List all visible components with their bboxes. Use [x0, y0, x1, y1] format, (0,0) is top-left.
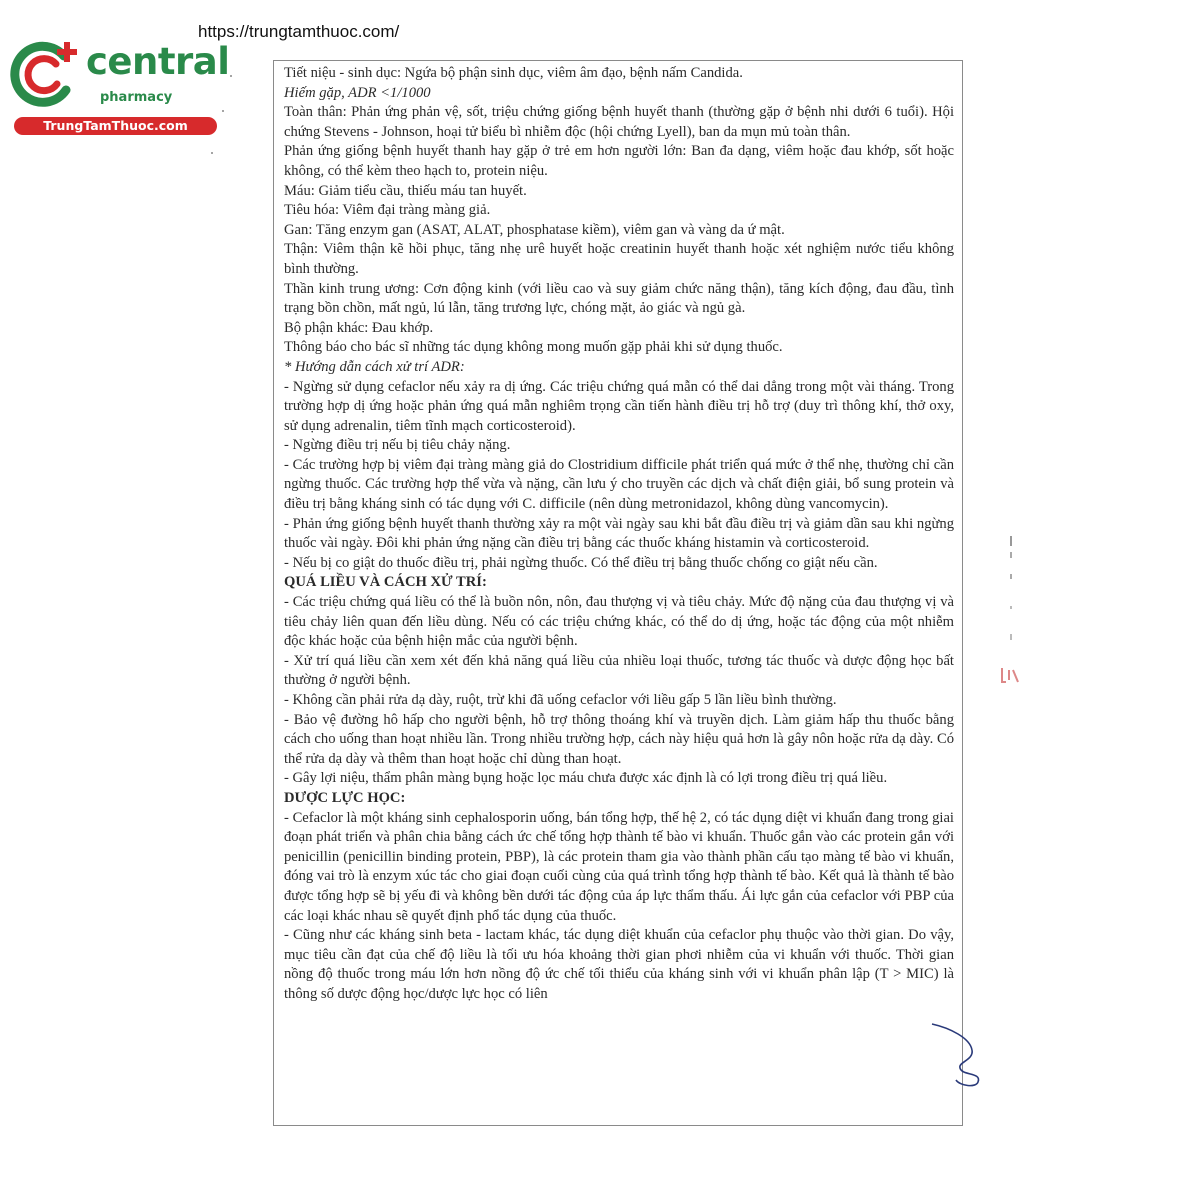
document-paragraph: - Không cần phải rửa dạ dày, ruột, trừ khi đã uống cefaclor với liều gấp 5 lần liều bình thường.	[284, 692, 837, 708]
document-paragraph: Tiêu hóa: Viêm đại tràng màng giả.	[284, 202, 491, 219]
source-url[interactable]: https://trungtamthuoc.com/	[198, 22, 400, 41]
document-paragraph: * Hướng dẫn cách xử trí ADR:	[284, 358, 465, 375]
logo-c-cross-icon	[10, 38, 90, 110]
logo-banner: TrungTamThuoc.com	[14, 117, 217, 135]
document-page	[273, 60, 963, 1126]
document-paragraph: - Ngừng sử dụng cefaclor nếu xảy ra dị ứng. Các triệu chứng quá mẫn có thể dai dẳng trong một vài tháng. Trong trường hợp dị ứng hoặc phản ứng quá mẫn nghiêm trọng cần tiến hành điều trị hỗ trợ (duy trì thông khí, thở oxy, sử dụng adrenalin, tiêm tĩnh mạch corticosteroid).	[284, 378, 954, 434]
scan-speck	[230, 75, 232, 77]
document-paragraph: Thần kinh trung ương: Cơn động kinh (với liều cao và suy giảm chức năng thận), tăng kích động, đau đầu, tình trạng bồn chồn, mất ngủ, lú lẫn, tăng trương lực, chóng mặt, ảo giác và ngủ gà.	[284, 280, 954, 317]
document-paragraph: - Cefaclor là một kháng sinh cephalosporin uống, bán tổng hợp, thế hệ 2, có tác dụng diệt vi khuẩn đang trong giai đoạn phát triển và phân chia bằng cách ức chế tổng hợp thành tế bào vi khuẩn. Thuốc gắn vào các protein gắn với penicillin (penicillin binding protein, PBP), là các protein tham gia vào thành phần cấu tạo màng tế bào vi khuẩn, đóng vai trò là enzym xúc tác cho giai đoạn cuối cùng của quá trình tổng hợp thành tế bào. Kết quả là thành tế bào được tổng hợp sẽ bị yếu đi và không bền dưới tác động của áp lực thẩm thấu. Ái lực gắn của cefaclor với PBP của các loại khác nhau sẽ quyết định phổ tác dụng của thuốc.	[284, 809, 954, 924]
document-paragraph: - Các triệu chứng quá liều có thể là buồn nôn, nôn, đau thượng vị và tiêu chảy. Mức độ nặng của đau thượng vị và tiêu chảy liên quan đến liều dùng. Nếu có các triệu chứng khác, có thể do dị ứng, hoặc tác động của một nhiễm độc khác hoặc của bệnh hiện mắc của người bệnh.	[284, 594, 954, 650]
margin-stamp-marks	[996, 530, 1026, 700]
section-heading: QUÁ LIỀU VÀ CÁCH XỬ TRÍ:	[284, 574, 487, 591]
document-paragraph: Gan: Tăng enzym gan (ASAT, ALAT, phosphatase kiềm), viêm gan và vàng da ứ mật.	[284, 221, 785, 238]
document-paragraph: - Bảo vệ đường hô hấp cho người bệnh, hỗ trợ thông thoáng khí và truyền dịch. Làm giảm hấp thu thuốc bằng cách cho uống than hoạt nhiều lần. Trong nhiều trường hợp, cách này hiệu quả hơn là gây nôn hoặc rửa dạ dày. Có thể rửa dạ dày và thêm than hoạt hoặc chỉ dùng than hoạt.	[284, 711, 954, 767]
pen-mark	[930, 1020, 990, 1090]
document-paragraph: Máu: Giảm tiểu cầu, thiếu máu tan huyết.	[284, 182, 527, 199]
central-pharmacy-logo[interactable]	[10, 38, 230, 138]
document-paragraph: - Ngừng điều trị nếu bị tiêu chảy nặng.	[284, 437, 511, 454]
logo-subtitle: pharmacy	[100, 90, 173, 105]
scan-speck	[222, 110, 224, 112]
logo-word: central	[86, 40, 230, 83]
document-paragraph: - Phản ứng giống bệnh huyết thanh thường xảy ra một vài ngày sau khi bắt đầu điều trị và giảm dần sau khi ngừng thuốc vài ngày. Đôi khi phản ứng nặng cần điều trị bằng các thuốc kháng histamin và corticosteroid.	[284, 515, 954, 552]
document-paragraph: - Gây lợi niệu, thẩm phân màng bụng hoặc lọc máu chưa được xác định là có lợi trong điều trị quá liều.	[284, 770, 888, 787]
section-heading: DƯỢC LỰC HỌC:	[284, 789, 406, 806]
document-paragraph: - Xử trí quá liều cần xem xét đến khả năng quá liều của nhiều loại thuốc, tương tác thuốc và dược động học bất thường ở người bệnh.	[284, 652, 954, 689]
document-paragraph: Thận: Viêm thận kẽ hồi phục, tăng nhẹ urê huyết hoặc creatinin huyết thanh hoặc xét nghiệm nước tiểu không bình thường.	[284, 241, 954, 277]
document-paragraph: Hiếm gặp, ADR <1/1000	[284, 84, 431, 101]
document-paragraph: Tiết niệu - sinh dục: Ngứa bộ phận sinh dục, viêm âm đạo, bệnh nấm Candida.	[284, 65, 743, 81]
document-paragraph: Thông báo cho bác sĩ những tác dụng không mong muốn gặp phải khi sử dụng thuốc.	[284, 339, 783, 356]
document-paragraph: Toàn thân: Phản ứng phản vệ, sốt, triệu chứng giống bệnh huyết thanh (thường gặp ở bệnh nhi dưới 6 tuổi). Hội chứng Stevens - Johnson, hoại tử biểu bì nhiễm độc (hội chứng Lyell), ban da mụn mủ toàn thân.	[284, 104, 954, 140]
scan-speck	[211, 152, 213, 154]
document-paragraph: - Các trường hợp bị viêm đại tràng màng giả do Clostridium difficile phát triển quá mức ở thể nhẹ, thường chỉ cần ngừng thuốc. Các trường hợp thể vừa và nặng, cần lưu ý cho truyền các dịch và chất điện giải, bổ sung protein và điều trị bằng kháng sinh có tác dụng với C. difficile (nên dùng metronidazol, không dùng vancomycin).	[284, 456, 954, 513]
document-paragraph: - Nếu bị co giật do thuốc điều trị, phải ngừng thuốc. Có thể điều trị bằng thuốc chống co giật nếu cần.	[284, 554, 878, 571]
document-paragraph: Phản ứng giống bệnh huyết thanh hay gặp ở trẻ em hơn người lớn: Ban đa dạng, viêm hoặc đau khớp, sốt hoặc không, có thể kèm theo hạch to, protein niệu.	[284, 143, 954, 179]
document-paragraph: Bộ phận khác: Đau khớp.	[284, 319, 434, 336]
document-paragraph: - Cũng như các kháng sinh beta - lactam khác, tác dụng diệt khuẩn của cefaclor phụ thuộc vào thời gian. Do vậy, mục tiêu cần đạt của chế độ liều là tối ưu hóa khoảng thời gian phơi nhiễm của vi khuẩn với thuốc. Thời gian nồng độ thuốc trong máu lớn hơn nồng độ ức chế tối thiểu của kháng sinh với vi khuẩn phân lập (T > MIC) là thông số dược động học/dược lực học có liên	[284, 927, 954, 1002]
